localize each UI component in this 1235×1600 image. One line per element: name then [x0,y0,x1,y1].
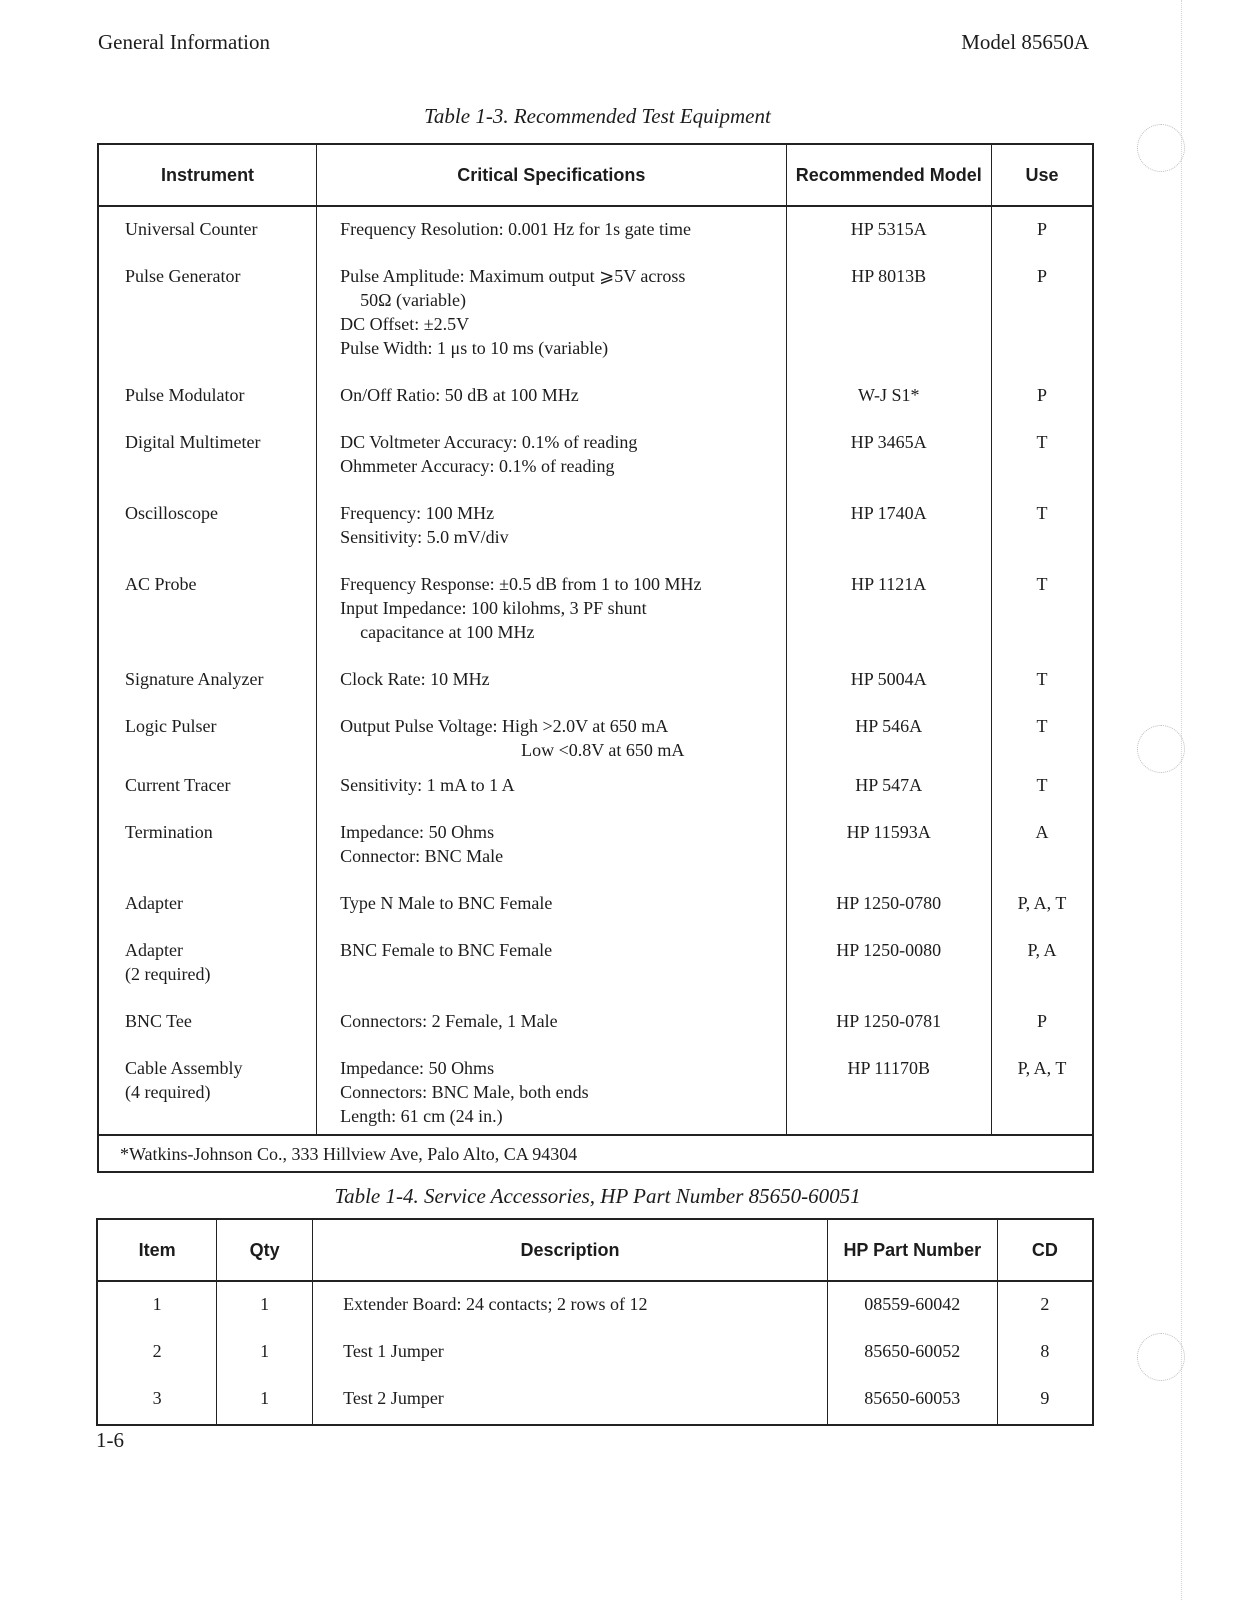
instrument-name: Adapter [125,893,183,913]
col-header-instrument: Instrument [98,144,317,206]
instrument-name: Logic Pulser [125,716,217,736]
instrument-cell [98,420,317,491]
cd-cell: 8 [997,1329,1093,1376]
table-row [98,928,1093,999]
col-header-recommended-model: Recommended Model [786,144,991,206]
recommended-model-cell: HP 547A [786,763,991,810]
table-header-row [98,144,1093,206]
specifications-cell [317,704,786,763]
specifications-cell [317,254,786,373]
instrument-cell [98,881,317,928]
col-header-description: Description [313,1219,828,1281]
table-row [98,810,1093,881]
instrument-cell [98,254,317,373]
use-cell: P, A, T [991,881,1093,928]
service-accessories-table [96,1218,1094,1426]
specifications-cell [317,881,786,928]
specification-line: Frequency: 100 MHz [340,503,495,523]
instrument-name: (4 required) [125,1082,211,1102]
use-cell: A [991,810,1093,881]
instrument-name: Oscilloscope [125,503,218,523]
table-row [98,999,1093,1046]
col-header-critical-specifications: Critical Specifications [317,144,786,206]
instrument-name: Current Tracer [125,775,231,795]
specification-line: Pulse Amplitude: Maximum output ⩾5V across [340,266,686,286]
table-row [98,657,1093,704]
header-section-title: General Information [98,30,271,54]
specifications-cell [317,373,786,420]
table-row [97,1329,1093,1376]
recommended-test-equipment-table [97,143,1094,1173]
description-cell: Extender Board: 24 contacts; 2 rows of 12 [313,1281,828,1329]
recommended-model-cell: HP 5004A [786,657,991,704]
instrument-name: Digital Multimeter [125,432,261,452]
specifications-cell [317,562,786,657]
specification-line: Connector: BNC Male [340,846,504,866]
use-cell: P [991,373,1093,420]
specification-line: Ohmmeter Accuracy: 0.1% of reading [340,456,615,476]
instrument-name: Pulse Modulator [125,385,245,405]
table-row [98,1046,1093,1135]
specifications-cell [317,763,786,810]
item-cell: 2 [97,1329,217,1376]
qty-cell: 1 [217,1281,313,1329]
instrument-name: Termination [125,822,213,842]
recommended-model-cell: HP 11593A [786,810,991,881]
instrument-name: Universal Counter [125,219,258,239]
table-header-row [97,1219,1093,1281]
specification-line: Impedance: 50 Ohms [340,1058,495,1078]
binder-hole [1137,1333,1185,1381]
instrument-name: Signature Analyzer [125,669,264,689]
specifications-cell [317,810,786,881]
table-row [97,1281,1093,1329]
specification-line: capacitance at 100 MHz [360,622,535,642]
recommended-model-cell: HP 5315A [786,206,991,254]
specification-line: Impedance: 50 Ohms [340,822,495,842]
use-cell: T [991,491,1093,562]
use-cell: P [991,206,1093,254]
specification-line: Length: 61 cm (24 in.) [340,1106,503,1126]
specification-line: Connectors: 2 Female, 1 Male [340,1011,558,1031]
instrument-cell [98,999,317,1046]
specifications-cell [317,1046,786,1135]
specification-line: Clock Rate: 10 MHz [340,669,490,689]
recommended-model-cell: HP 3465A [786,420,991,491]
cd-cell: 2 [997,1281,1093,1329]
cd-cell: 9 [997,1376,1093,1425]
use-cell: T [991,420,1093,491]
table-row [98,704,1093,763]
specifications-cell [317,491,786,562]
qty-cell: 1 [217,1329,313,1376]
instrument-name: Cable Assembly [125,1058,243,1078]
header-model: Model 85650A [961,30,1089,54]
specification-line: Input Impedance: 100 kilohms, 3 PF shunt [340,598,647,618]
instrument-cell [98,704,317,763]
recommended-model-cell: HP 1250-0781 [786,999,991,1046]
specifications-cell [317,928,786,999]
table-1-3-caption: Table 1-3. Recommended Test Equipment [424,104,771,128]
col-header-qty: Qty [217,1219,313,1281]
specification-line: On/Off Ratio: 50 dB at 100 MHz [340,385,579,405]
instrument-name: Pulse Generator [125,266,241,286]
page-number: 1-6 [96,1428,124,1452]
specification-line: DC Voltmeter Accuracy: 0.1% of reading [340,432,638,452]
use-cell: P [991,999,1093,1046]
recommended-model-cell: HP 1121A [786,562,991,657]
recommended-model-cell: HP 8013B [786,254,991,373]
recommended-model-cell: HP 1250-0080 [786,928,991,999]
instrument-name: Adapter [125,940,183,960]
instrument-cell [98,928,317,999]
specification-line: Frequency Resolution: 0.001 Hz for 1s gate time [340,219,692,239]
qty-cell: 1 [217,1376,313,1425]
table-row [98,420,1093,491]
instrument-name: AC Probe [125,574,197,594]
instrument-cell [98,657,317,704]
specification-line: 50Ω (variable) [360,290,466,310]
col-header-cd: CD [997,1219,1093,1281]
specification-line: Connectors: BNC Male, both ends [340,1082,589,1102]
specification-line: Low <0.8V at 650 mA [521,740,685,760]
col-header-hp-part-number: HP Part Number [827,1219,997,1281]
part-number-cell: 85650-60053 [827,1376,997,1425]
instrument-cell [98,562,317,657]
table-row [98,254,1093,373]
table-row [98,206,1093,254]
specifications-cell [317,999,786,1046]
instrument-cell [98,206,317,254]
footnote: *Watkins-Johnson Co., 333 Hillview Ave, Palo Alto, CA 94304 [98,1135,1093,1172]
instrument-cell [98,810,317,881]
instrument-name: (2 required) [125,964,211,984]
specification-line: Frequency Response: ±0.5 dB from 1 to 100 MHz [340,574,702,594]
recommended-model-cell: HP 1740A [786,491,991,562]
instrument-cell [98,763,317,810]
recommended-model-cell: W-J S1* [786,373,991,420]
specification-line: Sensitivity: 1 mA to 1 A [340,775,515,795]
specification-line: Pulse Width: 1 μs to 10 ms (variable) [340,338,609,358]
table-1-4-caption: Table 1-4. Service Accessories, HP Part Number 85650-60051 [334,1184,861,1208]
table-row [98,491,1093,562]
table-row [98,763,1093,810]
specifications-cell [317,657,786,704]
description-cell: Test 1 Jumper [313,1329,828,1376]
specifications-cell [317,420,786,491]
recommended-model-cell: HP 11170B [786,1046,991,1135]
recommended-model-cell: HP 1250-0780 [786,881,991,928]
instrument-cell [98,491,317,562]
instrument-name: BNC Tee [125,1011,192,1031]
table-row [98,881,1093,928]
description-cell: Test 2 Jumper [313,1376,828,1425]
specification-line: DC Offset: ±2.5V [340,314,470,334]
specification-line: BNC Female to BNC Female [340,940,553,960]
instrument-cell [98,373,317,420]
use-cell: P [991,254,1093,373]
item-cell: 3 [97,1376,217,1425]
use-cell: P, A [991,928,1093,999]
use-cell: T [991,704,1093,763]
use-cell: P, A, T [991,1046,1093,1135]
binder-hole [1137,124,1185,172]
table-row [98,373,1093,420]
table-row [97,1376,1093,1425]
use-cell: T [991,657,1093,704]
recommended-model-cell: HP 546A [786,704,991,763]
use-cell: T [991,562,1093,657]
part-number-cell: 08559-60042 [827,1281,997,1329]
instrument-cell [98,1046,317,1135]
footnote-row [98,1135,1093,1172]
specifications-cell [317,206,786,254]
col-header-item: Item [97,1219,217,1281]
col-header-use: Use [991,144,1093,206]
binder-hole [1137,725,1185,773]
table-row [98,562,1093,657]
specification-line: Sensitivity: 5.0 mV/div [340,527,509,547]
part-number-cell: 85650-60052 [827,1329,997,1376]
specification-line: Type N Male to BNC Female [340,893,553,913]
use-cell: T [991,763,1093,810]
specification-line: Output Pulse Voltage: High >2.0V at 650 mA [340,716,669,736]
item-cell: 1 [97,1281,217,1329]
